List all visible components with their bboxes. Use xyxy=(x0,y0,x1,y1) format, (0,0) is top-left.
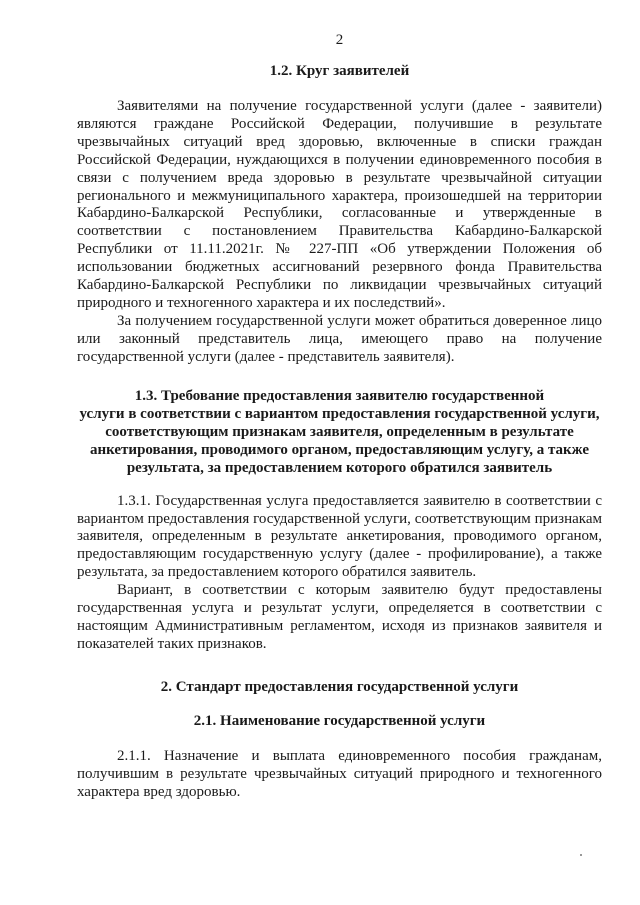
paragraph-representative: За получением государственной услуги может обратиться доверенное лицо или законный представитель лица, имеющего право на получение государственной услуги (далее - представитель заявителя). xyxy=(77,312,602,365)
paragraph-1-3-1: 1.3.1. Государственная услуга предоставляется заявителю в соответствии с вариантом предоставления государственной услуги, соответствующим признакам заявителя, определенным в результате анкетирования, проводимого органом, предоставляющим государственную услугу (далее - профилирование), а также результата, за предоставлением которого обратился заявитель. xyxy=(77,492,602,581)
section-heading-2: 2. Стандарт предоставления государственной услуги xyxy=(160,678,519,695)
paragraph-2-1-1: 2.1.1. Назначение и выплата единовременного пособия гражданам, получившим в результате чрезвычайных ситуаций природного и техногенного характера вред здоровью. xyxy=(77,747,602,800)
document-page xyxy=(77,30,602,801)
heading-line: услуги в соответствии с вариантом предоставления государственной услуги, xyxy=(79,405,600,422)
scan-dot xyxy=(580,854,582,856)
section-heading-2-1: 2.1. Наименование государственной услуги xyxy=(193,712,486,729)
page-number: 2 xyxy=(335,32,344,48)
paragraph-variant: Вариант, в соответствии с которым заявителю будут предоставлены государственная услуга и результат услуги, определяется в соответствии с настоящим Административным регламентом, исходя из признаков заявителя и показателей таких признаков. xyxy=(77,582,602,652)
section-heading-1-3 xyxy=(77,387,602,477)
heading-line: результата, за предоставлением которого обратился заявитель xyxy=(126,459,553,476)
heading-line: 1.3. Требование предоставления заявителю государственной xyxy=(134,387,545,404)
heading-line: анкетирования, проводимого органом, предоставляющим услугу, а также xyxy=(89,441,589,458)
heading-line: соответствующим признакам заявителя, определенным в результате xyxy=(105,423,574,440)
section-heading-1-2: 1.2. Круг заявителей xyxy=(269,63,410,79)
paragraph-applicants: Заявителями на получение государственной услуги (далее - заявители) являются граждане Российской Федерации, получившие в результате чрезвычайных ситуаций вред здоровью, включенные в списки граждан Российской Федерации, нуждающихся в получении единовременного пособия в связи с получением вреда здоровью в результате чрезвычайной ситуации регионального и межмуниципального характера, произошедшей на территории Кабардино-Балкарской Республики, согласованные и утвержденные в соответствии с постановлением Правительства Кабардино-Балкарской Республики от 11.11.2021г. № 227-ПП «Об утверждении Положения об использовании бюджетных ассигнований резервного фонда Правительства Кабардино-Балкарской Республики по ликвидации чрезвычайных ситуаций природного и техногенного характера и их последствий». xyxy=(77,98,602,311)
